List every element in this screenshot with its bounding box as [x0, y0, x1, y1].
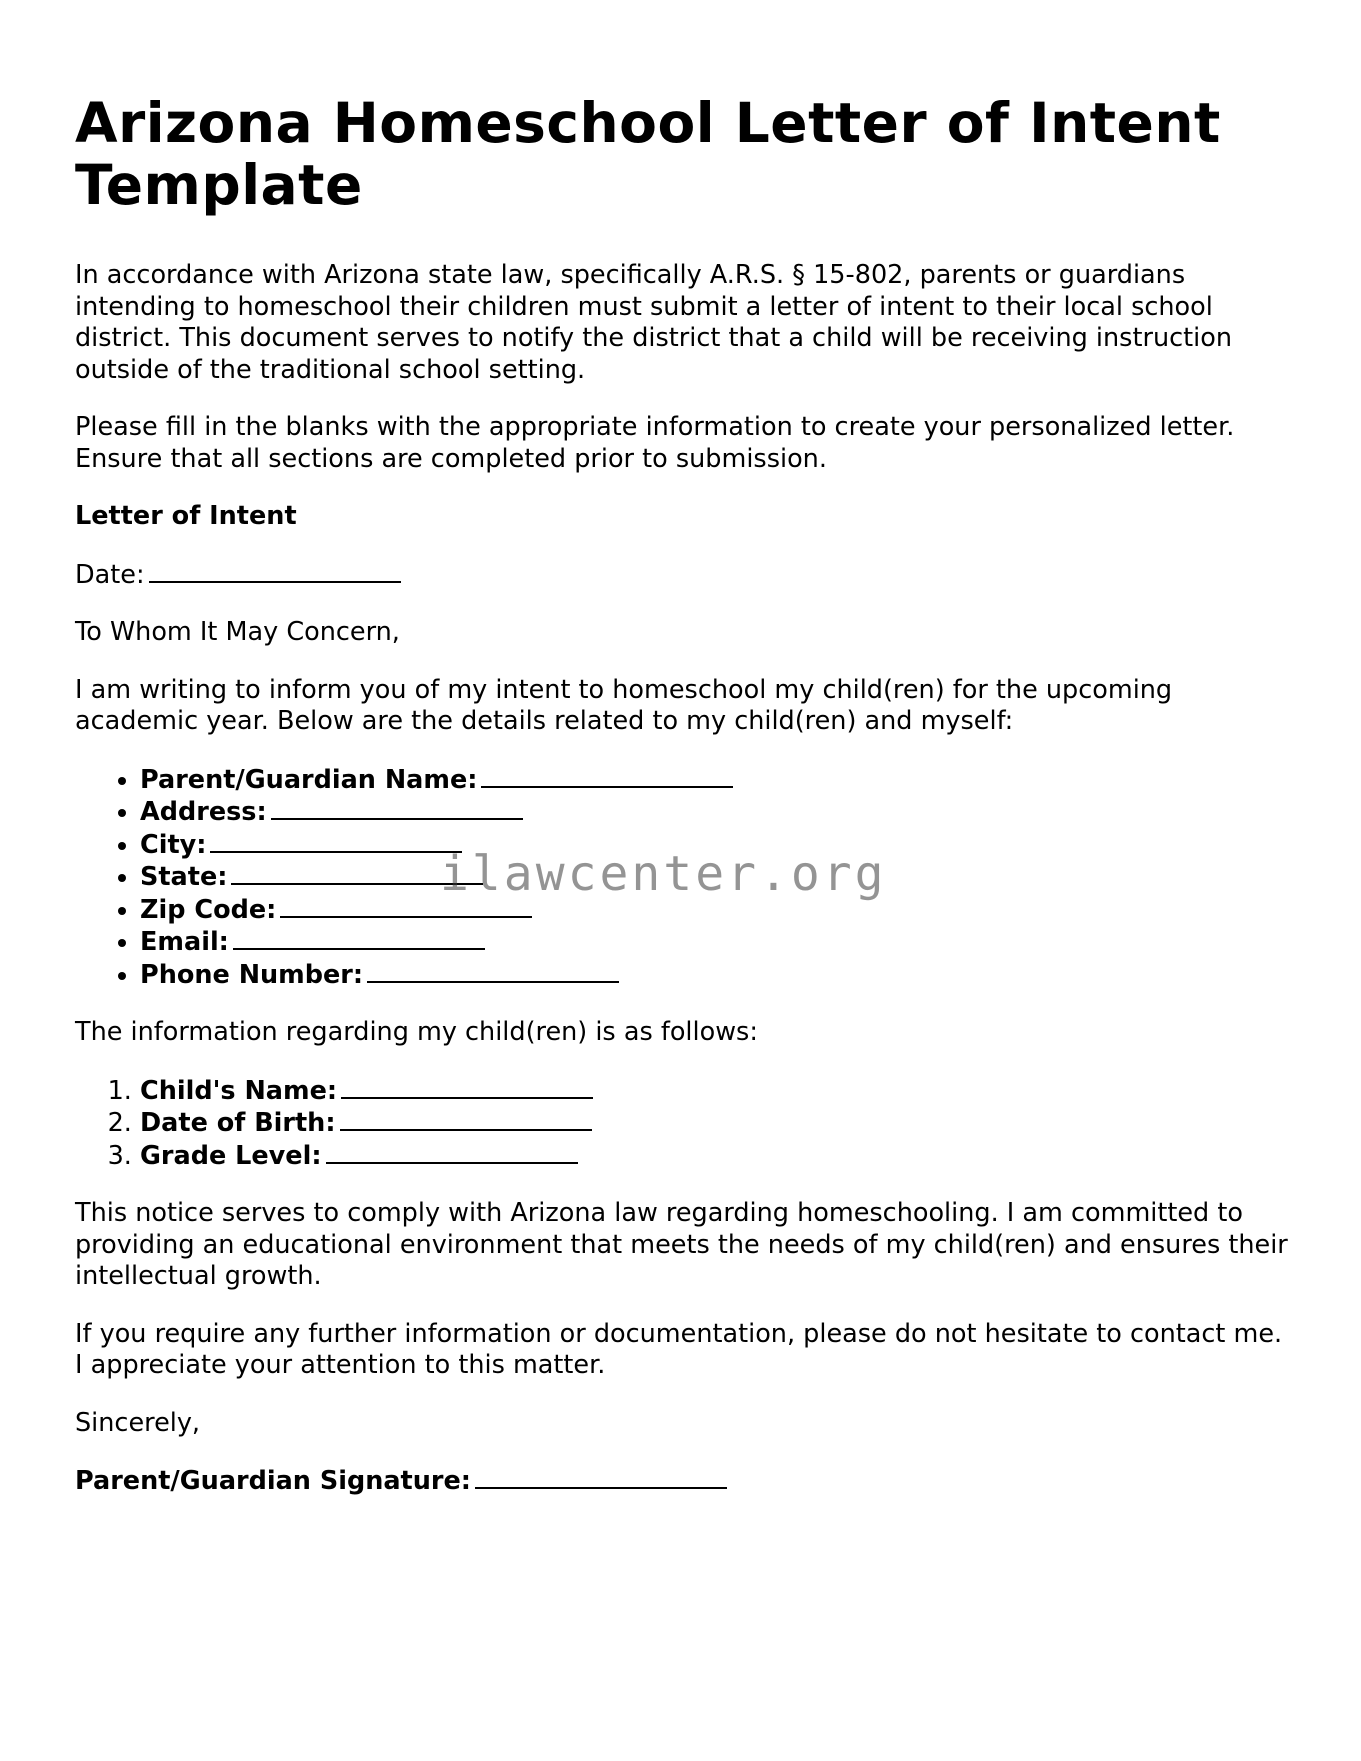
- field-label: Address:: [140, 797, 267, 827]
- signature-label: Parent/Guardian Signature:: [75, 1466, 471, 1496]
- field-label: Date of Birth:: [140, 1108, 336, 1138]
- field-label: City:: [140, 829, 207, 860]
- field-label: Phone Number:: [140, 959, 364, 990]
- state-blank[interactable]: [231, 861, 483, 885]
- grade-level-blank[interactable]: [326, 1140, 578, 1164]
- signature-line: [75, 1465, 1295, 1498]
- salutation: To Whom It May Concern,: [75, 617, 400, 647]
- list-item: [140, 1140, 1295, 1173]
- list-item: [140, 894, 1295, 927]
- list-item: [140, 926, 1295, 959]
- child-name-blank[interactable]: [341, 1075, 593, 1099]
- list-item: [140, 796, 1295, 829]
- parent-info-list: [75, 764, 1295, 992]
- instructions-paragraph: Please fill in the blanks with the appropriate information to create your personalized letter. Ensure that all sections are completed prior to submission.: [75, 412, 1235, 474]
- watermark-text: ilawcenter.org: [440, 846, 887, 902]
- date-blank[interactable]: [149, 559, 401, 583]
- field-label: Email:: [140, 927, 229, 957]
- list-item: [140, 1107, 1295, 1140]
- field-label: Parent/Guardian Name:: [140, 764, 478, 795]
- list-item: [140, 959, 1295, 992]
- zip-code-blank[interactable]: [280, 894, 532, 918]
- email-blank[interactable]: [233, 926, 485, 950]
- child-info-list: [75, 1075, 1295, 1173]
- address-blank[interactable]: [271, 796, 523, 820]
- list-item: [140, 1075, 1295, 1108]
- field-label: State:: [140, 862, 228, 892]
- child-intro: The information regarding my child(ren) is as follows:: [75, 1017, 758, 1047]
- field-label: Zip Code:: [140, 894, 277, 925]
- date-line: [75, 559, 1295, 592]
- field-label: Child's Name:: [140, 1075, 338, 1106]
- parent-name-blank[interactable]: [481, 764, 733, 788]
- intro-paragraph: In accordance with Arizona state law, specifically A.R.S. § 15-802, parents or guardians intending to homeschool their children must submit a letter of intent to their local school district. This document serves to notify the district that a child will be receiving instruction outside of the traditional school setting.: [75, 260, 1232, 385]
- document-title: Arizona Homeschool Letter of Intent Template: [75, 91, 1221, 217]
- field-label: Grade Level:: [140, 1140, 322, 1171]
- body-intro: I am writing to inform you of my intent to homeschool my child(ren) for the upcoming academic year. Below are the details related to my child(ren) and myself:: [75, 674, 1173, 736]
- closing-request-paragraph: If you require any further information or documentation, please do not hesitate to contact me. I appreciate your attention to this matter.: [75, 1318, 1283, 1380]
- list-item: [140, 764, 1295, 797]
- signoff: Sincerely,: [75, 1407, 201, 1438]
- phone-number-blank[interactable]: [367, 959, 619, 983]
- list-item: [140, 829, 1295, 862]
- city-blank[interactable]: [210, 829, 462, 853]
- date-label: Date:: [75, 559, 145, 590]
- document-page: [75, 92, 1295, 1524]
- section-heading: Letter of Intent: [75, 501, 297, 531]
- signature-blank[interactable]: [475, 1465, 727, 1489]
- list-item: [140, 861, 1295, 894]
- date-of-birth-blank[interactable]: [340, 1107, 592, 1131]
- compliance-paragraph: This notice serves to comply with Arizona law regarding homeschooling. I am committed to providing an educational environment that meets the needs of my child(ren) and ensures their intellectual growth.: [75, 1198, 1288, 1291]
